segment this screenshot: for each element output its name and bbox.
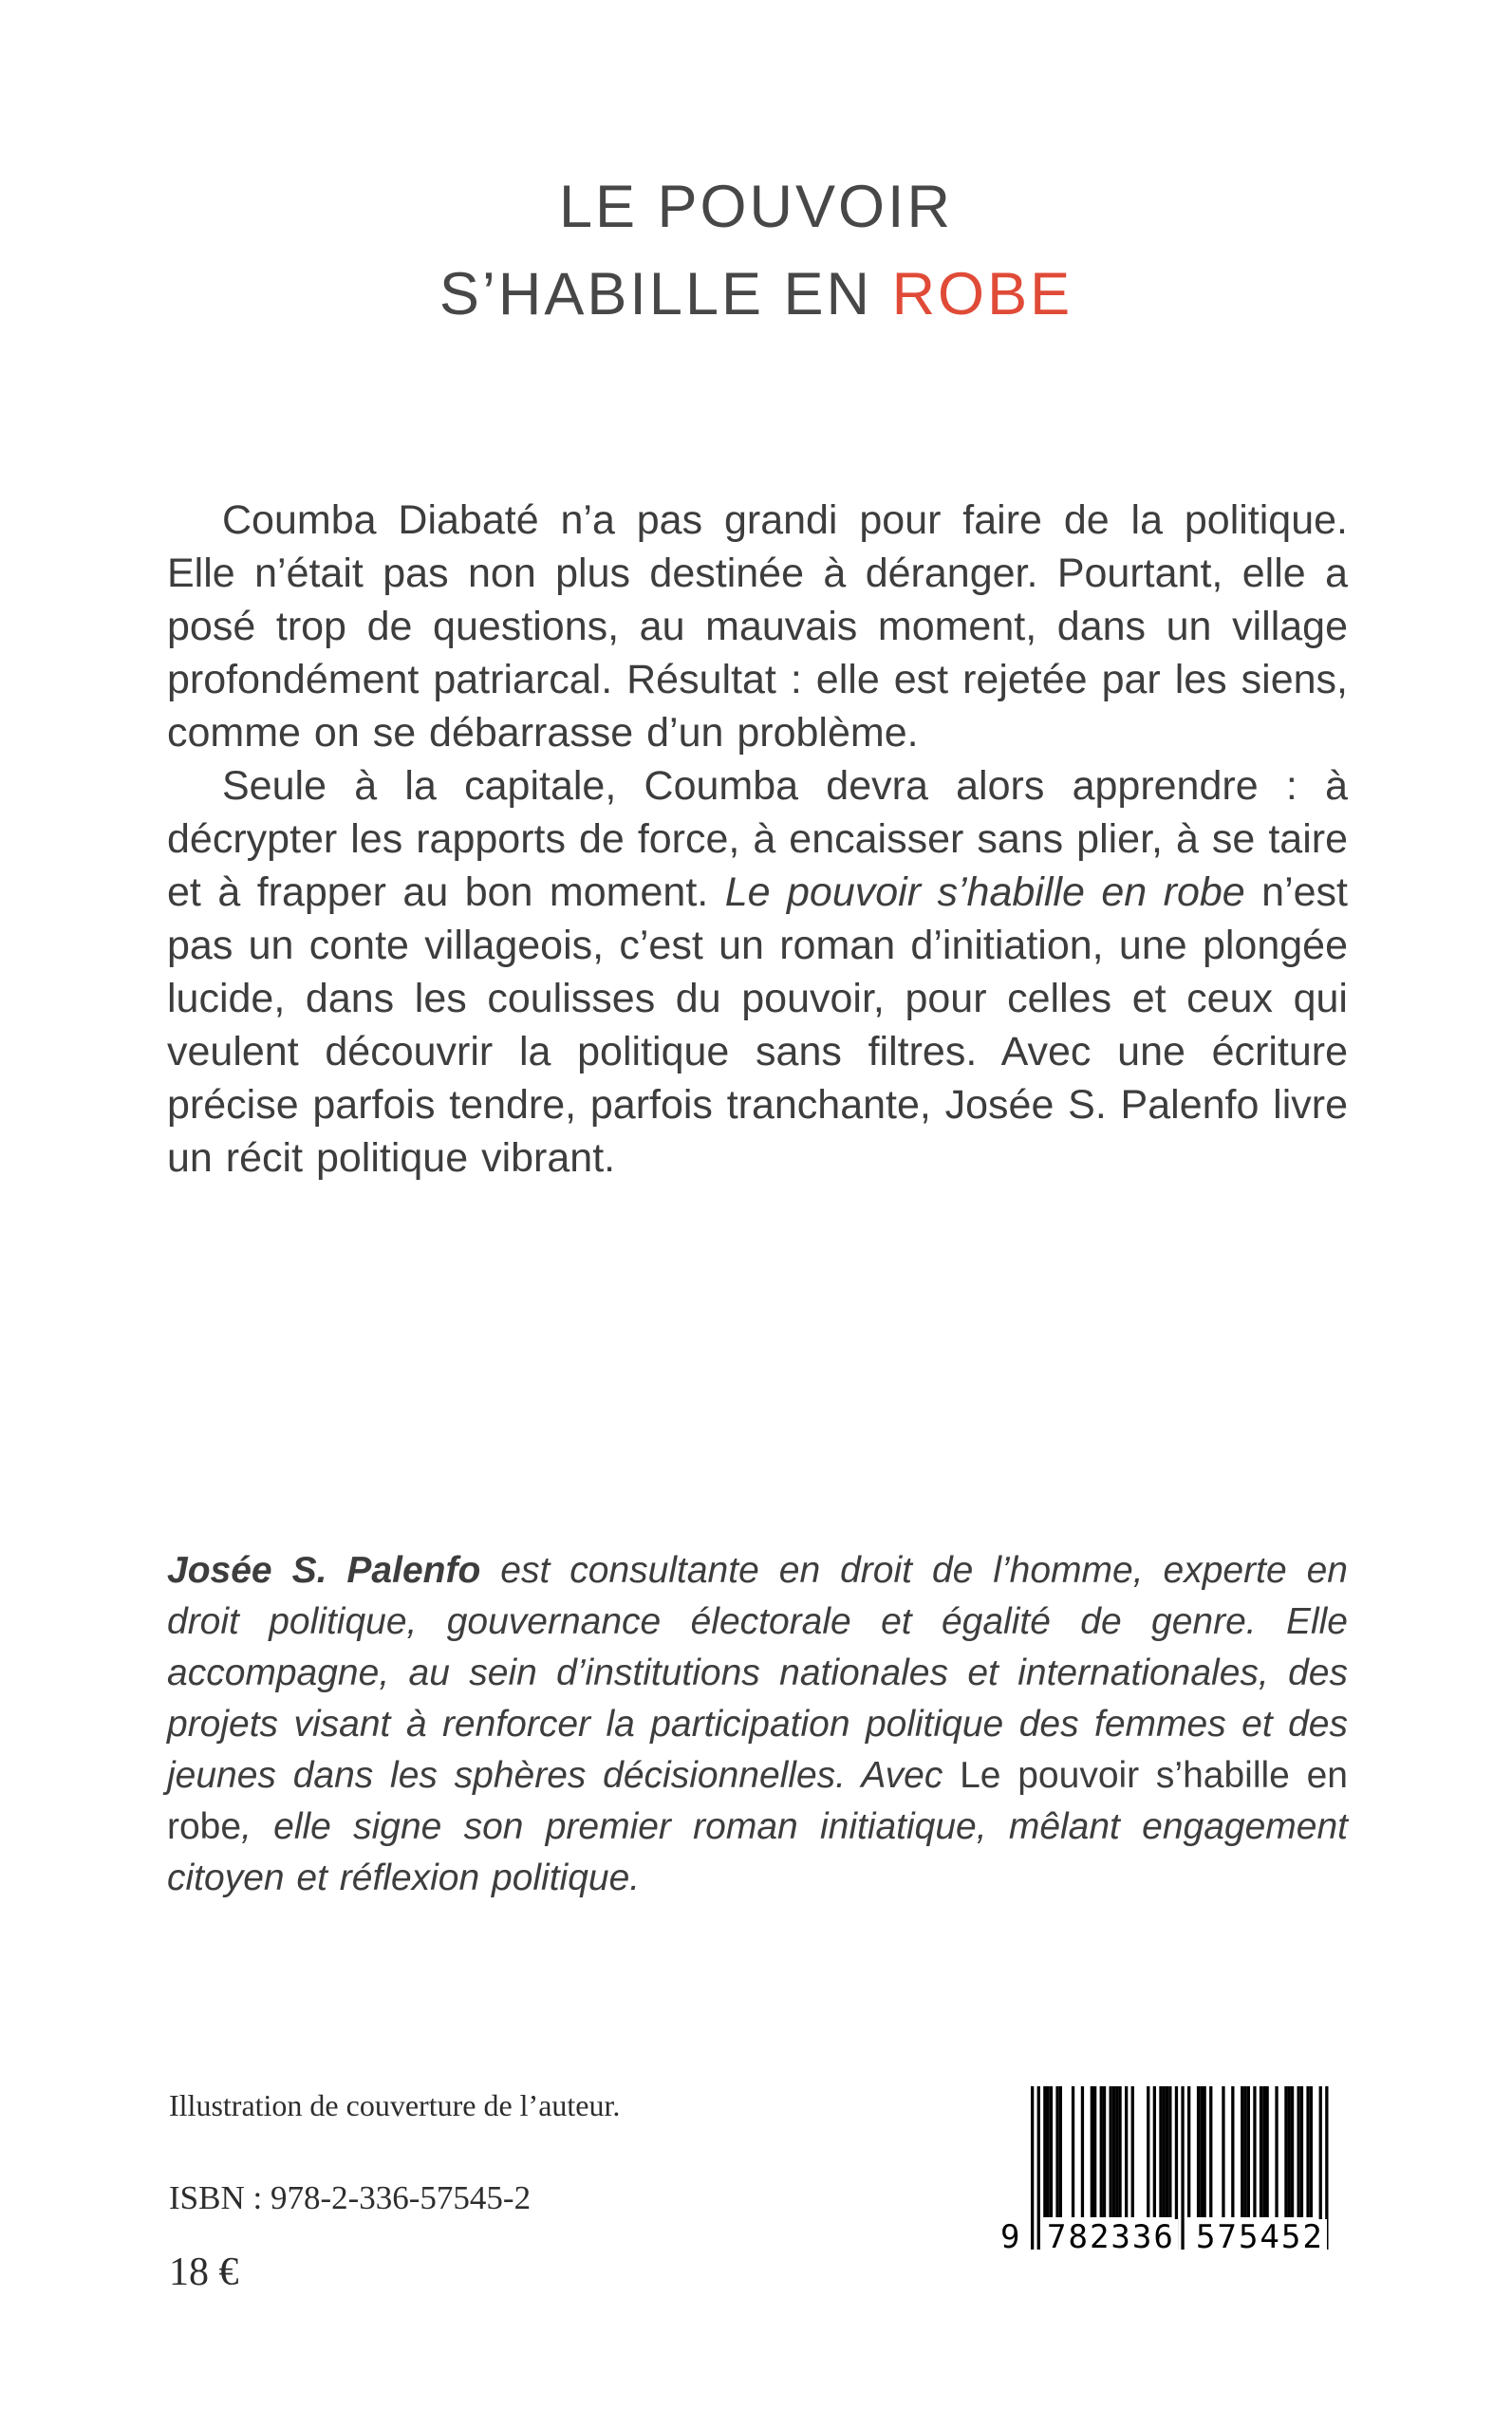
synopsis-paragraph-2-text-after: n’est pas un conte villageois, c’est un roman d’initiation, une plongée lucide, dans les coulisses du pouvoir, pour celles et ceux qui veulent découvrir la politique sans filtres. Avec une écriture précise parfois tendre, parfois tranchante, Josée S. Palenfo livre un récit politique vibrant. (167, 869, 1348, 1181)
barcode (1000, 2086, 1353, 2297)
title-line2-main: S’HABILLE EN (439, 261, 892, 327)
bio-text-after-title: , elle signe son premier roman initiatique, mêlant engagement citoyen et réflexion politique. (167, 1806, 1348, 1898)
isbn-number: ISBN : 978-2-336-57545-2 (169, 2179, 532, 2216)
barcode-lead-digit: 9 (1000, 2218, 1022, 2256)
title-block (0, 163, 1512, 338)
bio-text-before-title: est consultante en droit de l’homme, experte en droit politique, gouvernance électorale et égalité de genre. Elle accompagne, au sein d’institutions nationales et internationales, des projets visant à renforcer la participation politique des femmes et des jeunes dans les sphères décisionnelles. Avec (167, 1550, 1349, 1796)
author-bio (167, 1545, 1348, 1904)
author-name: Josée S. Palenfo (167, 1550, 481, 1591)
author-bio-paragraph (167, 1545, 1348, 1904)
synopsis (167, 494, 1348, 1185)
illustration-credit: Illustration de couverture de l’auteur. (169, 2088, 621, 2122)
barcode-digit-group-2: 575452 (1193, 2219, 1327, 2255)
book-title-reference: Le pouvoir s’habille en robe (724, 869, 1245, 915)
bio-book-title-reference: Le pouvoir s’habille en robe (167, 1755, 1348, 1847)
synopsis-paragraph-1: Coumba Diabaté n’a pas grandi pour faire de la politique. Elle n’était pas non plus destinée à déranger. Pourtant, elle a posé trop de questions, au mauvais moment, dans un village profondément patriarcal. Résultat : elle est rejetée par les siens, comme on se débarrasse d’un problème. (167, 497, 1348, 756)
book-title (0, 163, 1512, 338)
title-line2-accent: ROBE (891, 261, 1073, 327)
synopsis-paragraph-2-text-before: Seule à la capitale, Coumba devra alors apprendre : à décrypter les rapports de force, à encaisser sans plier, à se taire et à frapper au bon moment. (167, 763, 1348, 915)
synopsis-paragraph-2 (167, 759, 1348, 1185)
title-line1: LE POUVOIR (558, 174, 954, 240)
barcode-digit-group-1: 782336 (1044, 2219, 1178, 2255)
price-label: 18 € (169, 2250, 239, 2294)
